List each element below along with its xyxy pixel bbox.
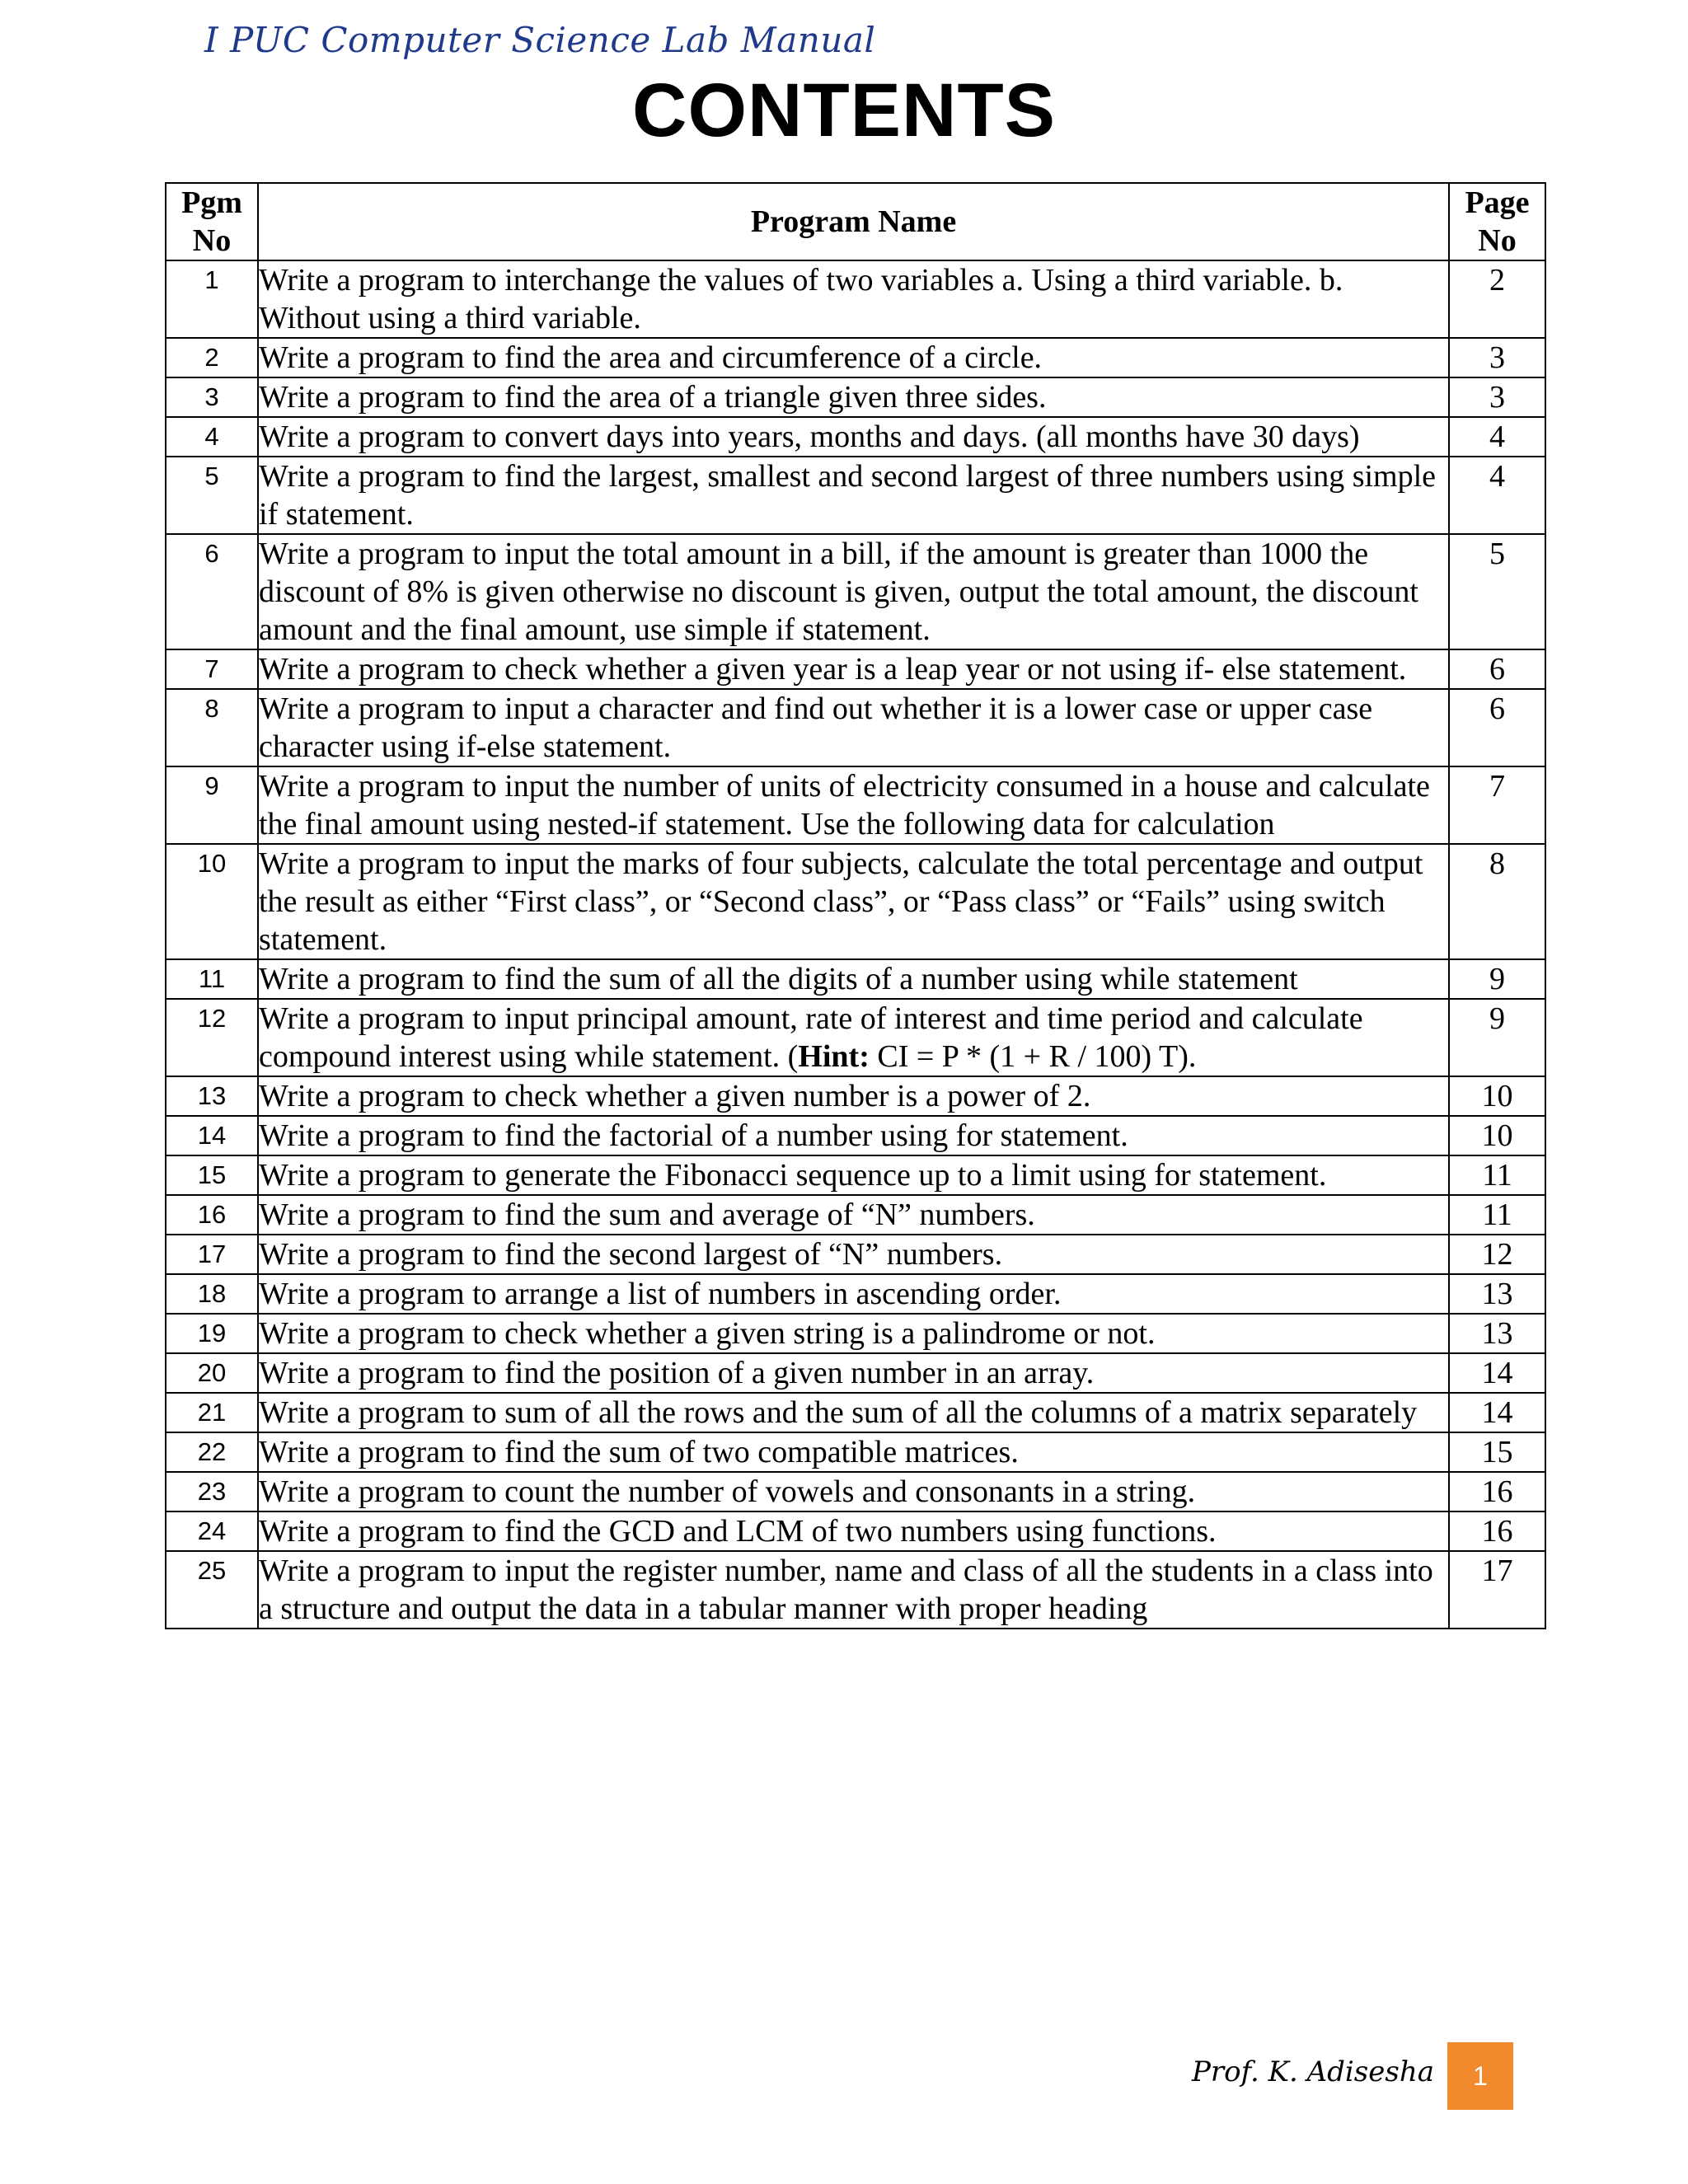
page-number: 10: [1449, 1116, 1545, 1155]
program-number: 10: [166, 844, 258, 959]
page-number: 2: [1449, 260, 1545, 338]
column-header-page-no: Page No: [1449, 183, 1545, 260]
page-number: 9: [1449, 999, 1545, 1076]
page-number: 5: [1449, 534, 1545, 649]
page-number: 17: [1449, 1551, 1545, 1629]
program-name: [258, 999, 1449, 1076]
program-name-text: Write a program to input principal amount, rate of interest and time period and calculate compound interest using while statement. (: [259, 1001, 1363, 1074]
table-row: [166, 377, 1545, 417]
table-row: [166, 844, 1545, 959]
table-row: [166, 766, 1545, 844]
page-number: 6: [1449, 689, 1545, 766]
program-number: 14: [166, 1116, 258, 1155]
program-name: Write a program to find the sum and average of “N” numbers.: [258, 1195, 1449, 1235]
table-row: [166, 1235, 1545, 1274]
program-name: Write a program to input the number of units of electricity consumed in a house and calculate the final amount using nested-if statement. Use the following data for calculation: [258, 766, 1449, 844]
page-number-badge: 1: [1447, 2042, 1513, 2110]
table-row: [166, 417, 1545, 457]
page-number: 8: [1449, 844, 1545, 959]
program-name: Write a program to check whether a given year is a leap year or not using if- else statement.: [258, 649, 1449, 689]
page-number: 4: [1449, 417, 1545, 457]
page-number: 10: [1449, 1076, 1545, 1116]
program-number: 23: [166, 1472, 258, 1511]
program-number: 4: [166, 417, 258, 457]
program-name: Write a program to input a character and find out whether it is a lower case or upper case character using if-else statement.: [258, 689, 1449, 766]
page-number: 3: [1449, 377, 1545, 417]
program-number: 13: [166, 1076, 258, 1116]
page-number: 16: [1449, 1472, 1545, 1511]
page-number: 15: [1449, 1432, 1545, 1472]
table-row: [166, 689, 1545, 766]
table-row: [166, 1274, 1545, 1314]
page-number: 12: [1449, 1235, 1545, 1274]
program-number: 21: [166, 1393, 258, 1432]
program-number: 7: [166, 649, 258, 689]
program-name: Write a program to find the sum of two compatible matrices.: [258, 1432, 1449, 1472]
page-number: 4: [1449, 457, 1545, 534]
program-name: Write a program to find the area of a triangle given three sides.: [258, 377, 1449, 417]
program-name: Write a program to input the marks of four subjects, calculate the total percentage and output the result as either “First class”, or “Second class”, or “Pass class” or “Fails” using switch statement.: [258, 844, 1449, 959]
page-number: 7: [1449, 766, 1545, 844]
table-row: [166, 457, 1545, 534]
program-number: 8: [166, 689, 258, 766]
page-number: 13: [1449, 1314, 1545, 1353]
program-name: Write a program to find the area and circumference of a circle.: [258, 338, 1449, 377]
table-row: [166, 260, 1545, 338]
program-number: 20: [166, 1353, 258, 1393]
program-name: Write a program to find the sum of all the digits of a number using while statement: [258, 959, 1449, 999]
page-number: 14: [1449, 1393, 1545, 1432]
running-header: I PUC Computer Science Lab Manual: [204, 20, 876, 60]
program-number: 22: [166, 1432, 258, 1472]
program-name: Write a program to input the total amount in a bill, if the amount is greater than 1000 the discount of 8% is given otherwise no discount is given, output the total amount, the discount amount and the final amount, use simple if statement.: [258, 534, 1449, 649]
table-row: [166, 1551, 1545, 1629]
program-number: 16: [166, 1195, 258, 1235]
program-name: Write a program to sum of all the rows and the sum of all the columns of a matrix separately: [258, 1393, 1449, 1432]
table-row: [166, 1393, 1545, 1432]
program-number: 2: [166, 338, 258, 377]
page-number: 11: [1449, 1195, 1545, 1235]
program-name: Write a program to find the largest, smallest and second largest of three numbers using simple if statement.: [258, 457, 1449, 534]
program-name: Write a program to count the number of vowels and consonants in a string.: [258, 1472, 1449, 1511]
table-row: [166, 1432, 1545, 1472]
program-number: 12: [166, 999, 258, 1076]
program-number: 18: [166, 1274, 258, 1314]
table-row: [166, 1353, 1545, 1393]
program-number: 9: [166, 766, 258, 844]
table-row: [166, 1195, 1545, 1235]
table-row: [166, 534, 1545, 649]
table-row: [166, 1314, 1545, 1353]
table-row: [166, 1511, 1545, 1551]
page-number: 14: [1449, 1353, 1545, 1393]
page-number: 6: [1449, 649, 1545, 689]
program-name: Write a program to find the factorial of a number using for statement.: [258, 1116, 1449, 1155]
table-row: [166, 649, 1545, 689]
hint-label: Hint:: [798, 1039, 870, 1074]
program-name: Write a program to input the register number, name and class of all the students in a class into a structure and output the data in a tabular manner with proper heading: [258, 1551, 1449, 1629]
table-row: [166, 999, 1545, 1076]
contents-table: [165, 182, 1546, 1629]
page-number: 16: [1449, 1511, 1545, 1551]
program-number: 1: [166, 260, 258, 338]
program-number: 24: [166, 1511, 258, 1551]
table-row: [166, 1472, 1545, 1511]
program-number: 6: [166, 534, 258, 649]
hint-formula: CI = P * (1 + R / 100) T).: [869, 1039, 1197, 1074]
page-number: 13: [1449, 1274, 1545, 1314]
column-header-program-name: Program Name: [258, 183, 1449, 260]
program-number: 25: [166, 1551, 258, 1629]
table-row: [166, 1116, 1545, 1155]
table-row: [166, 338, 1545, 377]
program-name: Write a program to find the GCD and LCM of two numbers using functions.: [258, 1511, 1449, 1551]
table-header-row: [166, 183, 1545, 260]
program-number: 15: [166, 1155, 258, 1195]
program-name: Write a program to generate the Fibonacci sequence up to a limit using for statement.: [258, 1155, 1449, 1195]
program-name: Write a program to arrange a list of numbers in ascending order.: [258, 1274, 1449, 1314]
program-name: Write a program to find the second largest of “N” numbers.: [258, 1235, 1449, 1274]
program-name: Write a program to interchange the values of two variables a. Using a third variable. b. Without using a third variable.: [258, 260, 1449, 338]
program-name: Write a program to check whether a given number is a power of 2.: [258, 1076, 1449, 1116]
page-number: 11: [1449, 1155, 1545, 1195]
program-number: 5: [166, 457, 258, 534]
program-name: Write a program to check whether a given string is a palindrome or not.: [258, 1314, 1449, 1353]
column-header-pgm-no: Pgm No: [166, 183, 258, 260]
table-row: [166, 1076, 1545, 1116]
table-row: [166, 959, 1545, 999]
program-number: 17: [166, 1235, 258, 1274]
program-number: 19: [166, 1314, 258, 1353]
page-number: 3: [1449, 338, 1545, 377]
program-number: 11: [166, 959, 258, 999]
program-name: Write a program to convert days into years, months and days. (all months have 30 days): [258, 417, 1449, 457]
table-row: [166, 1155, 1545, 1195]
footer-author: Prof. K. Adisesha: [1192, 2055, 1434, 2088]
page-title: CONTENTS: [632, 68, 1056, 152]
program-number: 3: [166, 377, 258, 417]
page-number: 9: [1449, 959, 1545, 999]
program-name: Write a program to find the position of a given number in an array.: [258, 1353, 1449, 1393]
